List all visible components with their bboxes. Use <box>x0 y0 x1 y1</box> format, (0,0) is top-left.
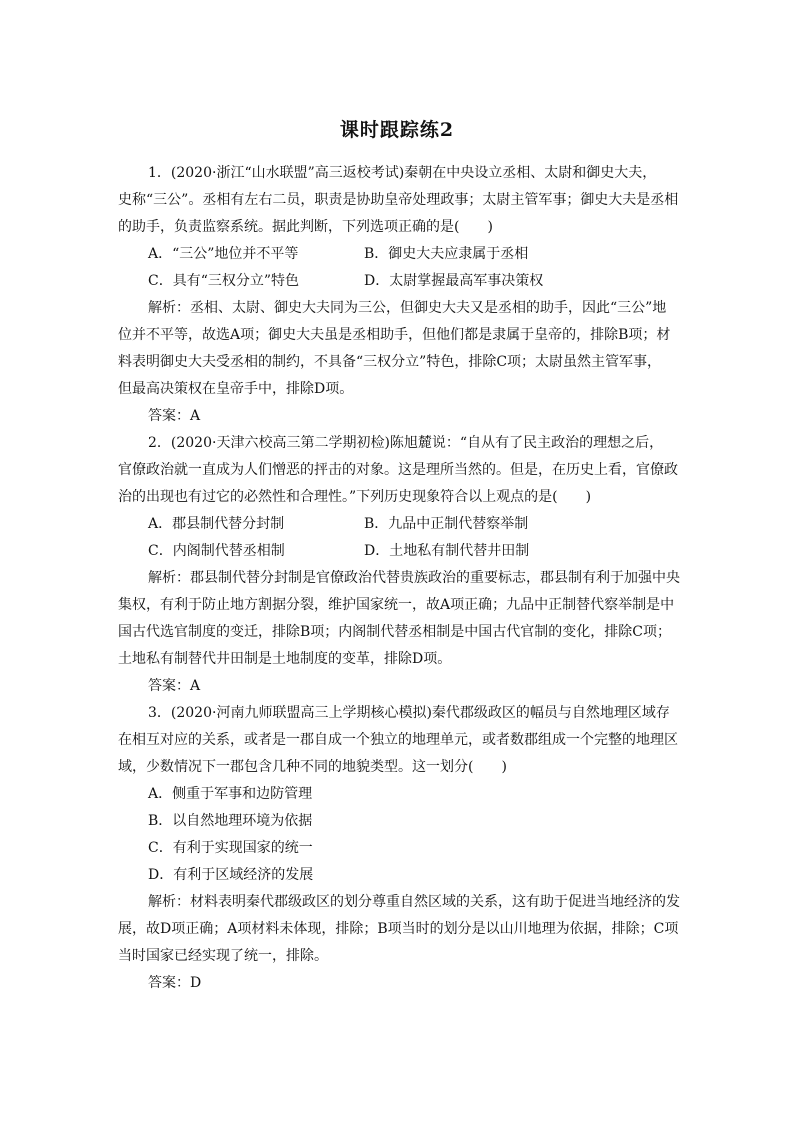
q3-analysis-line-3: 当时国家已经实现了统一，排除。 <box>118 948 328 964</box>
q2-option-c: C．内阁制代替丞相制 <box>148 543 285 559</box>
q1-option-c: C．具有“三权分立”特色 <box>148 273 300 289</box>
q1-option-d: D．太尉掌握最高军事决策权 <box>364 273 544 289</box>
q1-analysis-line-1: 解析：丞相、太尉、御史大夫同为三公，但御史大夫又是丞相的助手，因此“三公”地 <box>148 300 667 316</box>
q2-option-d: D．土地私有制代替井田制 <box>364 543 530 559</box>
q1-analysis-line-3: 料表明御史大夫受丞相的制约，不具备“三权分立”特色，排除C项；太尉虽然主管军事， <box>118 354 662 370</box>
q3-answer: 答案：D <box>148 975 202 991</box>
q2-stem-line-3: 治的出现也有过它的必然性和合理性。”下列历史现象符合以上观点的是( ) <box>118 489 592 505</box>
q1-option-b: B．御史大夫应隶属于丞相 <box>364 246 529 262</box>
q3-option-b: B．以自然地理环境为依据 <box>148 813 313 829</box>
q3-stem-line-3: 域，少数情况下一郡包含几种不同的地貌类型。这一划分( ) <box>118 759 507 775</box>
page-title: 课时跟踪练2 <box>339 119 455 141</box>
q2-answer: 答案：A <box>148 678 201 694</box>
q1-option-a: A．“三公”地位并不平等 <box>148 246 299 262</box>
q2-stem-line-1: 2．(2020·天津六校高三第二学期初检)陈旭麓说：“自从有了民主政治的理想之后， <box>148 435 664 451</box>
q3-analysis-line-1: 解析：材料表明秦代郡级政区的划分尊重自然区域的关系，这有助于促进当地经济的发 <box>148 894 680 910</box>
q3-option-d: D．有利于区域经济的发展 <box>148 867 314 883</box>
q2-stem-line-2: 官僚政治就一直成为人们憎恶的抨击的对象。这是理所当然的。但是，在历史上看，官僚政 <box>118 462 678 478</box>
q3-stem-line-2: 在相互对应的关系，或者是一郡自成一个独立的地理单元，或者数郡组成一个完整的地理区 <box>118 732 678 748</box>
q2-analysis-line-2: 集权，有利于防止地方割据分裂，维护国家统一，故A项正确；九品中正制替代察举制是中 <box>118 597 675 613</box>
q1-analysis-line-2: 位并不平等，故选A项；御史大夫虽是丞相助手，但他们都是隶属于皇帝的，排除B项；材 <box>118 327 671 343</box>
q2-analysis-line-4: 土地私有制替代井田制是土地制度的变革，排除D项。 <box>118 651 452 667</box>
q1-stem-line-3: 的助手，负责监察系统。据此判断，下列选项正确的是( ) <box>118 219 493 235</box>
q3-stem-line-1: 3．(2020·河南九师联盟高三上学期核心模拟)秦代郡级政区的幅员与自然地理区域存 <box>148 705 670 721</box>
q2-option-b: B．九品中正制代替察举制 <box>364 516 529 532</box>
q3-analysis-line-2: 展，故D项正确；A项材料未体现，排除；B项当时的划分是以山川地理为依据，排除；C项 <box>118 921 679 937</box>
q2-option-a: A．郡县制代替分封制 <box>148 516 285 532</box>
q1-stem-line-2: 史称“三公”。丞相有左右二员，职责是协助皇帝处理政事；太尉主管军事；御史大夫是丞相 <box>118 192 679 208</box>
q1-answer: 答案：A <box>148 408 201 424</box>
q3-option-a: A．侧重于军事和边防管理 <box>148 786 313 802</box>
q2-analysis-line-1: 解析：郡县制代替分封制是官僚政治代替贵族政治的重要标志，郡县制有利于加强中央 <box>148 570 680 586</box>
q2-analysis-line-3: 国古代选官制度的变迁，排除B项；内阁制代替丞相制是中国古代官制的变化，排除C项； <box>118 624 671 640</box>
q1-stem-line-1: 1．(2020·浙江“山水联盟”高三返校考试)秦朝在中央设立丞相、太尉和御史大夫， <box>148 165 657 181</box>
q3-option-c: C．有利于实现国家的统一 <box>148 840 313 856</box>
q1-analysis-line-4: 但最高决策权在皇帝手中，排除D项。 <box>118 381 354 397</box>
